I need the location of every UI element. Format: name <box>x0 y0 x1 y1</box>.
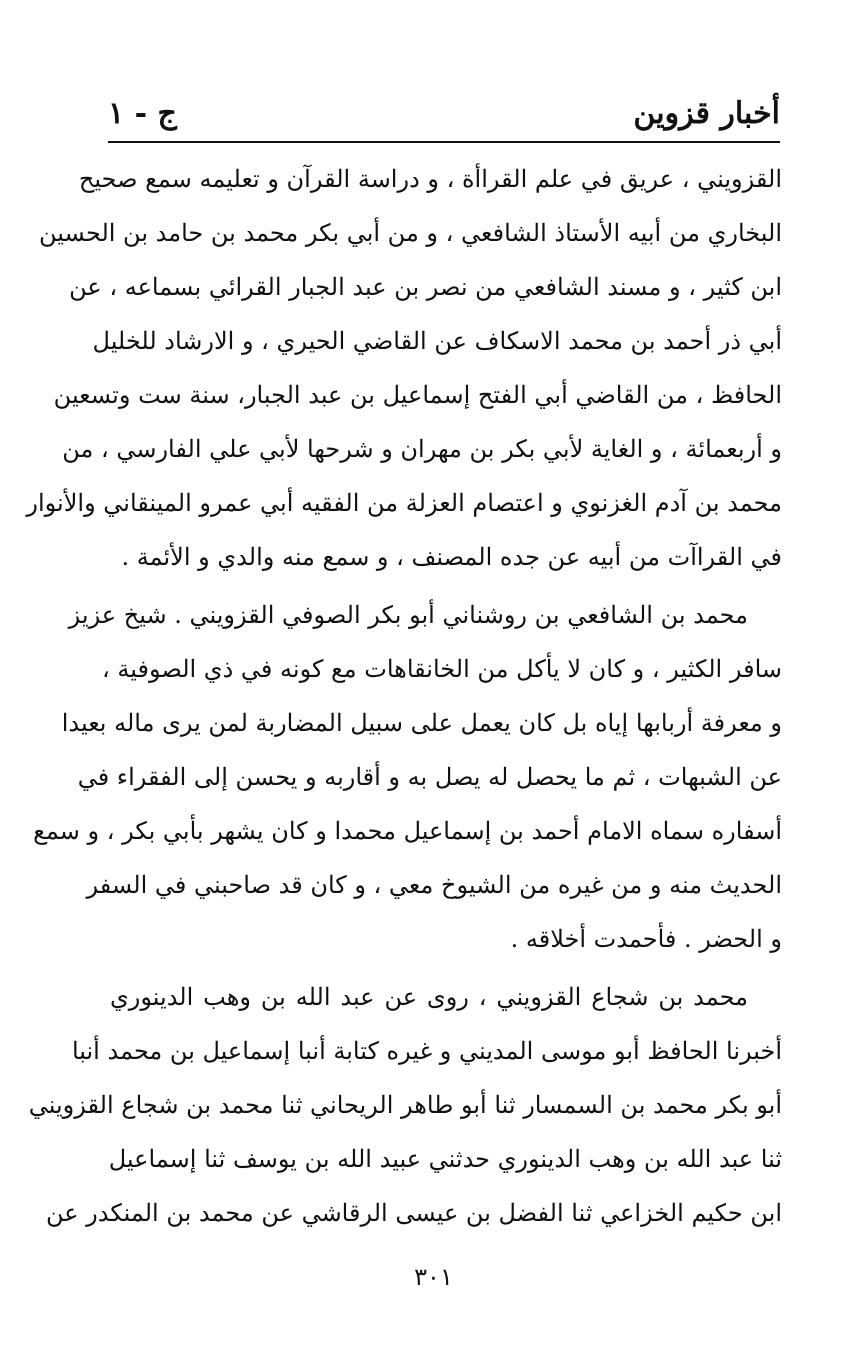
text-line: في القراآت من أبيه عن جده المصنف ، و سمع منه والدي و الأئمة . <box>121 543 782 571</box>
text-line: القزويني ، عريق في علم القراأة ، و دراسة القرآن و تعليمه سمع صحيح <box>78 165 782 193</box>
page-number: ٣٠١ <box>414 1263 453 1291</box>
text-line: و الحضر . فأحمدت أخلاقه . <box>510 925 782 953</box>
text-line: أبي ذر أحمد بن محمد الاسكاف عن القاضي الحيري ، و الارشاد للخليل <box>92 327 782 355</box>
book-title: أخبار قزوين <box>633 96 780 131</box>
text-line: محمد بن آدم الغزنوي و اعتصام العزلة من الفقيه أبي عمرو المينقاني والأنوار <box>26 489 782 517</box>
body-text <box>26 152 782 1240</box>
text-line: و معرفة أربابها إياه بل كان يعمل على سبيل المضاربة لمن يرى ماله بعيدا <box>61 709 782 737</box>
text-line: ابن حكيم الخزاعي ثنا الفضل بن عيسى الرقاشي عن محمد بن المنكدر عن <box>45 1199 782 1227</box>
text-line: البخاري من أبيه الأستاذ الشافعي ، و من أبي بكر محمد بن حامد بن الحسين <box>39 219 782 247</box>
volume-label: ج - ١ <box>108 96 177 131</box>
text-line: و أربعمائة ، و الغاية لأبي بكر بن مهران و شرحها لأبي علي الفارسي ، من <box>62 435 782 463</box>
entry-heading-line: محمد بن شجاع القزويني ، روى عن عبد الله بن وهب الدينوري <box>110 983 748 1011</box>
running-header <box>108 96 780 132</box>
text-line: سافر الكثير ، و كان لا يأكل من الخانقاهات مع كونه في ذي الصوفية ، <box>102 655 782 683</box>
text-line: أسفاره سماه الامام أحمد بن إسماعيل محمدا و كان يشهر بأبي بكر ، و سمع <box>33 817 782 845</box>
text-line: الحديث منه و من غيره من الشيوخ معي ، و كان قد صاحبني في السفر <box>86 871 782 899</box>
text-line: أخبرنا الحافظ أبو موسى المديني و غيره كتابة أنبا إسماعيل بن محمد أنبا <box>71 1037 782 1065</box>
text-line: ثنا عبد الله بن وهب الدينوري حدثني عبيد الله بن يوسف ثنا إسماعيل <box>108 1145 782 1173</box>
text-line: عن الشبهات ، ثم ما يحصل له يصل به و أقاربه و يحسن إلى الفقراء في <box>77 763 782 791</box>
text-line: أبو بكر محمد بن السمسار ثنا أبو طاهر الريحاني ثنا محمد بن شجاع القزويني <box>28 1091 782 1119</box>
entry-heading-line: محمد بن الشافعي بن روشناني أبو بكر الصوفي القزويني . شيخ عزيز <box>68 601 748 629</box>
text-line: الحافظ ، من القاضي أبي الفتح إسماعيل بن عبد الجبار، سنة ست وتسعين <box>53 381 782 409</box>
header-rule <box>108 141 780 143</box>
text-line: ابن كثير ، و مسند الشافعي من نصر بن عبد الجبار القرائي بسماعه ، عن <box>69 273 782 301</box>
